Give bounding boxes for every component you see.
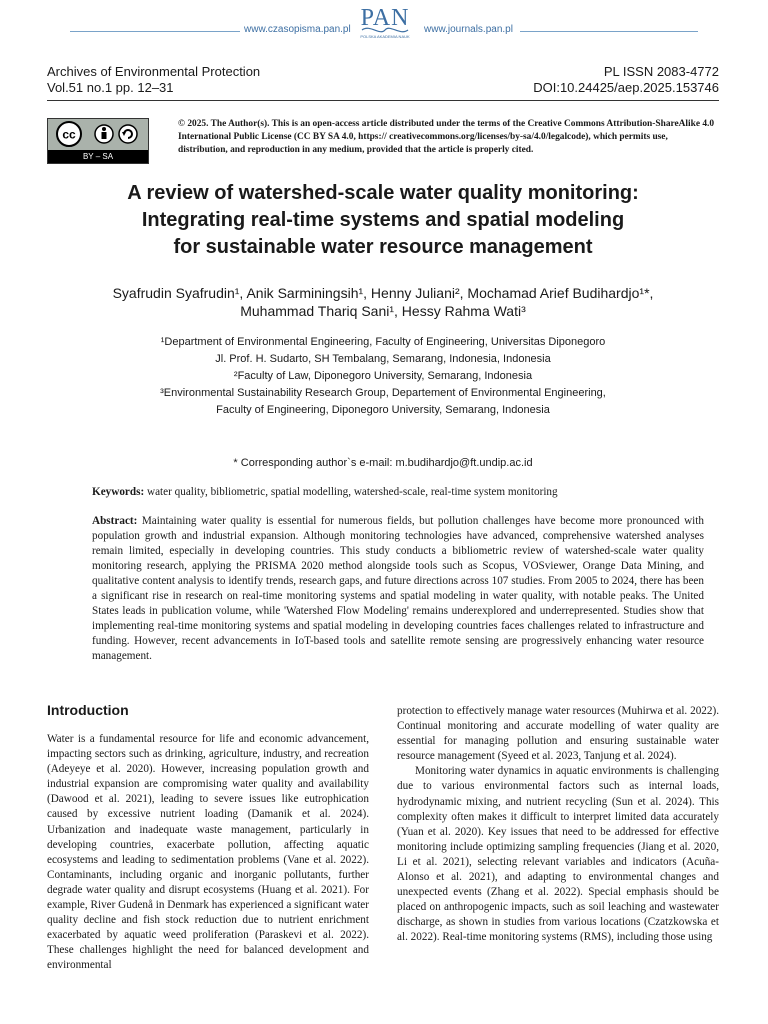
license-text: © 2025. The Author(s). This is an open-access article distributed under the terms of the Creative Commons Attribution-ShareAlike 4.0 International Public License (CC BY SA 4.0, https:// creativecommons.org/licenses/by-sa/4.0/legalcode), which permits use, distribution, and reproduction in any medium, provided that the article is properly cited. [178, 119, 715, 155]
title-line-1: A review of watershed-scale water quality monitoring: [127, 182, 639, 204]
keywords [92, 485, 704, 500]
journal-issn: PL ISSN 2083-4772 [603, 64, 719, 79]
license-block [47, 118, 719, 162]
journal-name: Archives of Environmental Protection [47, 64, 261, 79]
publisher-banner [0, 0, 768, 56]
paragraph: Water is a fundamental resource for life and economic advancement, impacting sectors such as drinking, agriculture, industry, and recreation (Adeyeye et al. 2020). However, increasing population growth and industrial expansion are compromising water quality and availability (Dawood et al. 2021), leading to severe issues like eutrophication caused by excessive nutrient loading (Damanik et al. 2024). Urbanization and inadequate waste management, particularly in developing countries, exacerbate pollution, affecting aquatic ecosystems and leading to sedimentation problems (Vane et al. 2022). Contaminants, including organic and inorganic pollutants, further degrade water quality and disrupt ecosystems (Huang et al. 2021). For example, River Gudenå in Denmark has experienced a significant water quality decline and fish stock reduction due to nutrient enrichment exacerbated by aquatic weed proliferation (Paraskevi et al. 2022). These challenges highlight the need for balanced development and environmental [47, 733, 369, 972]
site-link-journals[interactable]: www.journals.pan.pl [424, 24, 513, 35]
keywords-label: Keywords: [92, 486, 145, 498]
keywords-text: water quality, bibliometric, spatial modelling, watershed-scale, real-time system monitoring [147, 486, 558, 498]
sa-icon [119, 125, 137, 143]
body-column-left [47, 732, 369, 974]
banner-rule-right [520, 31, 698, 32]
pan-logo [356, 6, 414, 52]
pan-logo-text: PAN [360, 5, 410, 31]
abstract-text: Maintaining water quality is essential for numerous fields, but pollution challenges have become more pronounced with population growth and industrial expansion. Although monitoring technologies have advanced, comprehensive watershed analyses remain limited, especially in developing countries. This study conducts a bibliometric review of watershed-scale water quality monitoring research, applying the PRISMA 2020 method alongside tools such as Scopus, VOSviewer, Orange Data Mining, and qualitative content analysis to identify trends, research gaps, and future directions across 107 studies. From 2005 to 2024, there has been a significant rise in research on real-time monitoring systems and spatial modeling in water quality, with notable peaks. The United States leads in publication volume, while 'Watershed Flow Modeling' remains underexplored and underrepresented. Studies show that implementing real-time monitoring systems and spatial modeling in developing countries faces challenges related to infrastructure and funding. However, recent advancements in IoT-based tools and satellite remote sensing are progressively enhancing water resource management. [92, 515, 704, 662]
cc-by-sa-badge[interactable] [47, 118, 149, 164]
affiliation-line: ³Environmental Sustainability Research Group, Departement of Environmental Engineering, [160, 387, 606, 399]
header-divider [47, 100, 719, 101]
affiliation-line: ¹Department of Environmental Engineering, Faculty of Engineering, Universitas Diponegoro [160, 336, 606, 348]
by-icon [95, 125, 113, 143]
journal-volume: Vol.51 no.1 pp. 12–31 [47, 80, 174, 95]
journal-doi[interactable]: DOI:10.24425/aep.2025.153746 [533, 80, 719, 95]
article-title [47, 180, 719, 261]
banner-rule-left [70, 31, 240, 32]
pan-logo-subtitle: POLSKA AKADEMIA NAUK [360, 34, 410, 39]
authors-line-2: Muhammad Thariq Sani¹, Hessy Rahma Wati³ [240, 303, 526, 319]
corresponding-author: * Corresponding author`s e-mail: m.budihardjo@ft.undip.ac.id [233, 457, 533, 469]
author-list [47, 284, 719, 320]
paragraph: Monitoring water dynamics in aquatic environments is challenging due to various environmental factors such as internal loads, hydrodynamic mixing, and nutrient recycling (Sun et al. 2024). This complexity often makes it difficult to interpret limited data accurately (Yuan et al. 2020). Key issues that need to be addressed for effective monitoring include optimizing sampling frequencies (Jiang et al. 2020, Li et al. 2021), selecting relevant variables and indicators (Acuña-Alonso et al. 2021), and adapting to environmental changes and unexpected events (Zhang et al. 2022). Special emphasis should be placed on anthropogenic impacts, such as soil leaching and wastewater discharge, as shown in studies from various locations (Czatzkowska et al. 2022). Real-time monitoring systems (RMS), including those using [397, 765, 719, 944]
body-column-right [397, 704, 719, 946]
authors-line-1: Syafrudin Syafrudin¹, Anik Sarminingsih¹, Henny Juliani², Mochamad Arief Budihardjo¹*, [112, 285, 654, 301]
cc-icon-text: cc [62, 127, 76, 142]
title-line-3: for sustainable water resource management [173, 236, 593, 258]
cc-icon [57, 122, 81, 146]
paragraph: protection to effectively manage water resources (Muhirwa et al. 2022). Continual monitoring and accurate modelling of water quality are essential for managing pollution and ensuring sustainable water resource management (Syeed et al. 2023, Tanjung et al. 2024). [397, 705, 719, 763]
journal-header [47, 64, 719, 96]
abstract-label: Abstract: [92, 515, 138, 527]
affiliation-line: Faculty of Engineering, Diponegoro University, Semarang, Indonesia [216, 404, 550, 416]
affiliation-line: Jl. Prof. H. Sudarto, SH Tembalang, Semarang, Indonesia, Indonesia [215, 353, 551, 365]
abstract [92, 514, 704, 664]
affiliations [47, 334, 719, 419]
cc-badge-label: BY – SA [48, 150, 148, 163]
affiliation-line: ²Faculty of Law, Diponegoro University, Semarang, Indonesia [233, 370, 533, 382]
site-link-czasopisma[interactable]: www.czasopisma.pan.pl [244, 24, 351, 35]
section-heading-introduction: Introduction [47, 702, 129, 718]
title-line-2: Integrating real-time systems and spatial modeling [141, 209, 625, 231]
